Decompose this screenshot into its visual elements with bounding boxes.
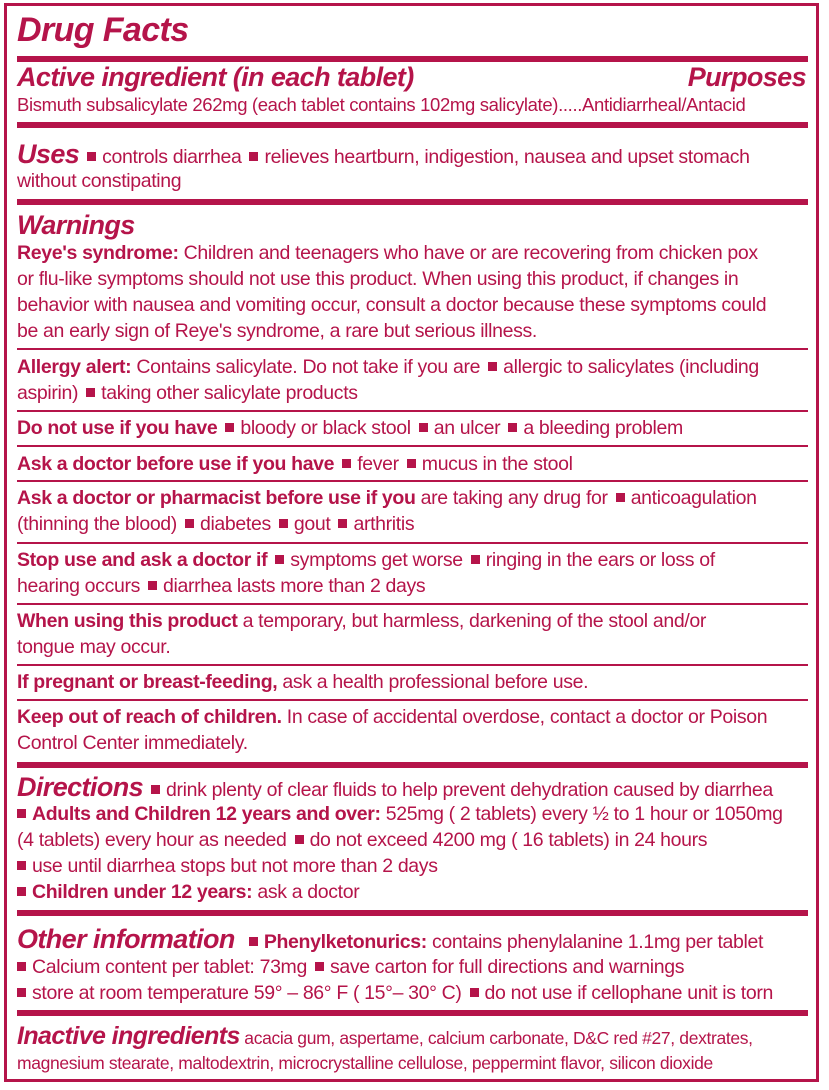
directions-item: drink plenty of clear fluids to help prevent dehydration caused by diarrhea — [166, 779, 773, 801]
bullet-square-icon — [470, 988, 479, 997]
active-ingredient-header — [17, 62, 808, 92]
bullet-square-icon — [87, 152, 96, 161]
drug-facts-panel — [4, 3, 819, 1082]
ask-pharmacist-label: Ask a doctor or pharmacist before use if you — [17, 487, 416, 509]
allergy-item: taking other salicylate products — [101, 382, 358, 404]
keep-out-line-2: Control Center immediately. — [17, 732, 248, 754]
bullet-square-icon — [338, 519, 347, 528]
reye-line-3: behavior with nausea and vomiting occur, consult a doctor because these symptoms could — [17, 294, 767, 316]
bullet-square-icon — [17, 861, 26, 870]
allergy-label: Allergy alert: — [17, 356, 132, 378]
inactive-line-1 — [17, 1021, 808, 1053]
directions-line-4 — [17, 854, 808, 879]
do-not-use-item: bloody or black stool — [240, 417, 411, 439]
bullet-square-icon — [225, 423, 234, 432]
directions-divider — [17, 910, 808, 916]
warning-divider — [17, 480, 808, 482]
other-info-item: Calcium content per tablet: 73mg — [32, 956, 307, 978]
bullet-square-icon — [185, 519, 194, 528]
bullet-square-icon — [151, 785, 160, 794]
when-using-label: When using this product — [17, 610, 238, 632]
ask-pharmacist-item: anticoagulation — [630, 487, 757, 509]
keep-out-label: Keep out of reach of children. — [17, 706, 282, 728]
inactive-line-2: magnesium stearate, maltodextrin, microcrystalline cellulose, peppermint flavor, silicon dioxide — [17, 1053, 713, 1073]
purposes-heading: Purposes — [687, 62, 806, 92]
keep-out-text: In case of accidental overdose, contact a doctor or Poison — [281, 706, 768, 728]
allergy-item: allergic to salicylates (including — [503, 356, 759, 378]
do-not-use-label: Do not use if you have — [17, 417, 218, 439]
ask-doctor-item: mucus in the stool — [421, 453, 573, 475]
pku-label: Phenylketonurics: — [263, 931, 427, 953]
ask-pharmacist-item: arthritis — [353, 513, 415, 535]
allergy-text: Contains salicylate. Do not take if you are — [131, 356, 481, 378]
ask-doctor-line — [17, 452, 808, 477]
pregnant-label: If pregnant or breast-feeding, — [17, 671, 278, 693]
warning-divider — [17, 410, 808, 412]
warning-divider — [17, 664, 808, 666]
bullet-square-icon — [488, 362, 497, 371]
bullet-square-icon — [315, 962, 324, 971]
bullet-square-icon — [249, 152, 258, 161]
reye-label: Reye's syndrome: — [17, 242, 179, 264]
other-info-line-1 — [17, 923, 808, 958]
stop-use-line-2 — [17, 574, 808, 599]
other-info-heading: Other information — [17, 924, 235, 954]
reye-text: Children and teenagers who have or are recovering from chicken pox — [178, 242, 758, 264]
bullet-square-icon — [508, 423, 517, 432]
do-not-use-item: a bleeding problem — [523, 417, 683, 439]
uses-divider — [17, 199, 808, 205]
warning-divider — [17, 542, 808, 544]
ask-pharmacist-line-1 — [17, 486, 808, 511]
ask-doctor-item: fever — [357, 453, 399, 475]
children-label: Children under 12 years: — [32, 881, 253, 903]
bullet-square-icon — [471, 555, 480, 564]
ask-doctor-label: Ask a doctor before use if you have — [17, 453, 335, 475]
bullet-square-icon — [17, 988, 26, 997]
bullet-square-icon — [86, 388, 95, 397]
directions-item: do not exceed 4200 mg ( 16 tablets) in 24 hours — [309, 829, 708, 851]
directions-item: use until diarrhea stops but not more than 2 days — [32, 855, 438, 877]
other-info-item: store at room temperature 59° – 86° F ( 15°– 30° C) — [32, 982, 462, 1004]
reye-line-2: or flu-like symptoms should not use this product. When using this product, if changes in — [17, 268, 739, 290]
adults-text-cont: (4 tablets) every hour as needed — [17, 829, 287, 851]
directions-line-3 — [17, 828, 808, 853]
children-text: ask a doctor — [252, 881, 360, 903]
active-divider — [17, 122, 808, 128]
other-info-line-3 — [17, 981, 808, 1006]
pku-text: contains phenylalanine 1.1mg per tablet — [426, 931, 764, 953]
uses-item: relieves heartburn, indigestion, nausea and upset stomach — [264, 146, 750, 168]
warning-divider — [17, 699, 808, 701]
ask-pharmacist-item: diabetes — [199, 513, 271, 535]
when-using-line-2: tongue may occur. — [17, 636, 171, 658]
warning-divider — [17, 603, 808, 605]
other-info-divider — [17, 1010, 808, 1016]
other-info-item: do not use if cellophane unit is torn — [484, 982, 773, 1004]
bullet-square-icon — [275, 555, 284, 564]
uses-heading: Uses — [17, 139, 80, 169]
warnings-divider — [17, 762, 808, 768]
allergy-item-cont: aspirin) — [17, 382, 79, 404]
active-ingredient-line: Bismuth subsalicylate 262mg (each tablet contains 102mg salicylate).....Antidiarrheal/Antacid — [17, 94, 746, 115]
bullet-square-icon — [249, 937, 258, 946]
warnings-heading: Warnings — [17, 210, 135, 240]
warning-divider — [17, 445, 808, 447]
warning-divider — [17, 348, 808, 350]
stop-use-item: diarrhea lasts more than 2 days — [163, 575, 426, 597]
ask-pharmacist-item: gout — [293, 513, 331, 535]
allergy-line-1 — [17, 355, 808, 380]
bullet-square-icon — [17, 962, 26, 971]
uses-line-2: without constipating — [17, 170, 182, 192]
adults-text: 525mg ( 2 tablets) every ½ to 1 hour or 1050mg — [380, 803, 783, 825]
directions-heading: Directions — [17, 772, 144, 802]
pregnant-line — [17, 670, 808, 695]
when-using-line-1 — [17, 609, 808, 634]
allergy-line-2 — [17, 381, 808, 406]
bullet-square-icon — [407, 459, 416, 468]
bullet-square-icon — [279, 519, 288, 528]
bullet-square-icon — [295, 835, 304, 844]
bullet-square-icon — [148, 581, 157, 590]
directions-line-5 — [17, 880, 808, 905]
uses-item: controls diarrhea — [102, 146, 242, 168]
inactive-heading: Inactive ingredients — [17, 1022, 240, 1050]
reye-line-1 — [17, 241, 808, 266]
pregnant-text: ask a health professional before use. — [277, 671, 589, 693]
do-not-use-item: an ulcer — [433, 417, 501, 439]
active-ingredient-heading: Active ingredient (in each tablet) — [17, 62, 414, 92]
stop-use-item: ringing in the ears or loss of — [485, 549, 715, 571]
drug-facts-title: Drug Facts — [17, 11, 189, 49]
adults-label: Adults and Children 12 years and over: — [32, 803, 381, 825]
inactive-text: acacia gum, aspertame, calcium carbonate, D&C red #27, dextrates, — [239, 1028, 753, 1048]
keep-out-line-1 — [17, 705, 808, 730]
ask-pharmacist-item-cont: (thinning the blood) — [17, 513, 177, 535]
directions-line-1 — [17, 772, 808, 805]
stop-use-label: Stop use and ask a doctor if — [17, 549, 268, 571]
stop-use-item: symptoms get worse — [290, 549, 463, 571]
bullet-square-icon — [616, 493, 625, 502]
stop-use-item-cont: hearing occurs — [17, 575, 141, 597]
other-info-item: save carton for full directions and warnings — [329, 956, 685, 978]
stop-use-line-1 — [17, 548, 808, 573]
reye-line-4: be an early sign of Reye's syndrome, a rare but serious illness. — [17, 320, 538, 342]
bullet-square-icon — [342, 459, 351, 468]
bullet-square-icon — [17, 887, 26, 896]
ask-pharmacist-line-2 — [17, 512, 808, 537]
other-info-line-2 — [17, 955, 808, 980]
ask-pharmacist-text: are taking any drug for — [415, 487, 608, 509]
when-using-text: a temporary, but harmless, darkening of the stool and/or — [237, 610, 707, 632]
bullet-square-icon — [17, 809, 26, 818]
bullet-square-icon — [419, 423, 428, 432]
do-not-use-line — [17, 416, 808, 441]
directions-line-2 — [17, 802, 808, 827]
